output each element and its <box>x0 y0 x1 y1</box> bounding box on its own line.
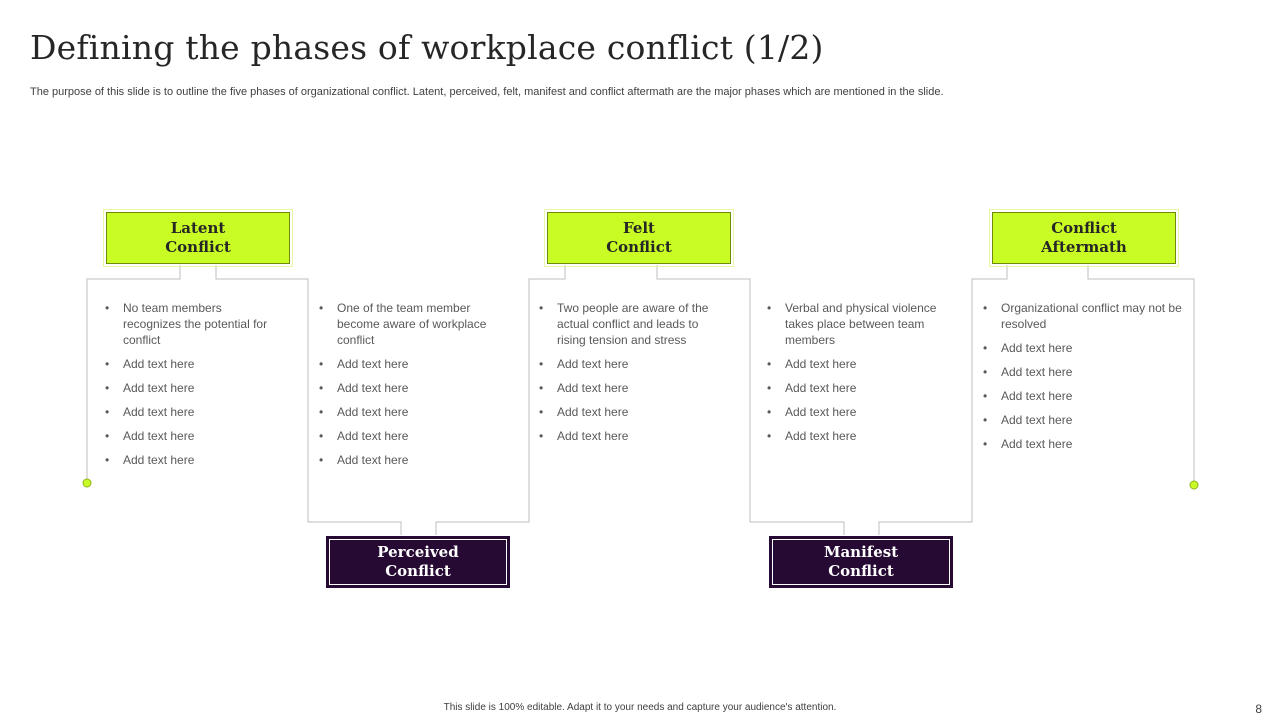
list-item: • Add text here <box>767 380 957 396</box>
list-item: • Add text here <box>767 356 957 372</box>
list-item: • Add text here <box>539 428 729 444</box>
list-item: • Add text here <box>319 404 509 420</box>
list-item: • Add text here <box>319 428 509 444</box>
list-item: • Add text here <box>319 452 509 468</box>
list-item: • No team members recognizes the potential for conflict <box>105 300 275 348</box>
manifest-bullet-list <box>767 300 957 452</box>
page-number: 8 <box>1255 702 1262 716</box>
list-item: • Add text here <box>539 380 729 396</box>
list-item: • Verbal and physical violence takes place between team members <box>767 300 957 348</box>
list-item: • Add text here <box>539 356 729 372</box>
slide-title: Defining the phases of workplace conflict (1/2) <box>30 28 824 67</box>
list-item: • Add text here <box>539 404 729 420</box>
slide-footer: This slide is 100% editable. Adapt it to your needs and capture your audience's attention. <box>443 702 837 713</box>
endpoint-dot-right <box>1190 481 1198 489</box>
phase-label: Felt Conflict <box>606 219 672 256</box>
list-item: • Add text here <box>983 364 1183 380</box>
perceived-bullet-list <box>319 300 509 476</box>
list-item: • Add text here <box>319 356 509 372</box>
list-item: • Add text here <box>105 404 275 420</box>
list-item: • Add text here <box>105 356 275 372</box>
list-item: • Two people are aware of the actual conflict and leads to rising tension and stress <box>539 300 729 348</box>
list-item: • Add text here <box>767 404 957 420</box>
aftermath-bullet-list <box>983 300 1183 460</box>
latent-bullet-list <box>105 300 275 476</box>
slide-subtitle: The purpose of this slide is to outline the five phases of organizational conflict. Latent, perceived, felt, manifest and conflict aftermath are the major phases which are mentioned in the slide. <box>30 86 944 98</box>
list-item: • Add text here <box>983 412 1183 428</box>
phase-perceived-conflict <box>326 536 510 588</box>
phase-label: Perceived Conflict <box>377 543 459 580</box>
list-item: • One of the team member become aware of workplace conflict <box>319 300 509 348</box>
list-item: • Add text here <box>105 380 275 396</box>
list-item: • Add text here <box>983 340 1183 356</box>
phase-felt-conflict <box>547 212 731 264</box>
list-item: • Add text here <box>767 428 957 444</box>
phase-conflict-aftermath <box>992 212 1176 264</box>
list-item: • Add text here <box>105 428 275 444</box>
phase-label: Manifest Conflict <box>823 543 899 580</box>
endpoint-dot-left <box>83 479 91 487</box>
felt-bullet-list <box>539 300 729 452</box>
list-item: • Add text here <box>105 452 275 468</box>
list-item: • Add text here <box>983 388 1183 404</box>
phase-latent-conflict <box>106 212 290 264</box>
list-item: • Add text here <box>983 436 1183 452</box>
list-item: • Add text here <box>319 380 509 396</box>
phase-manifest-conflict <box>769 536 953 588</box>
list-item: • Organizational conflict may not be resolved <box>983 300 1183 332</box>
phase-label: Latent Conflict <box>165 219 231 256</box>
phase-label: Conflict Aftermath <box>1041 219 1127 256</box>
